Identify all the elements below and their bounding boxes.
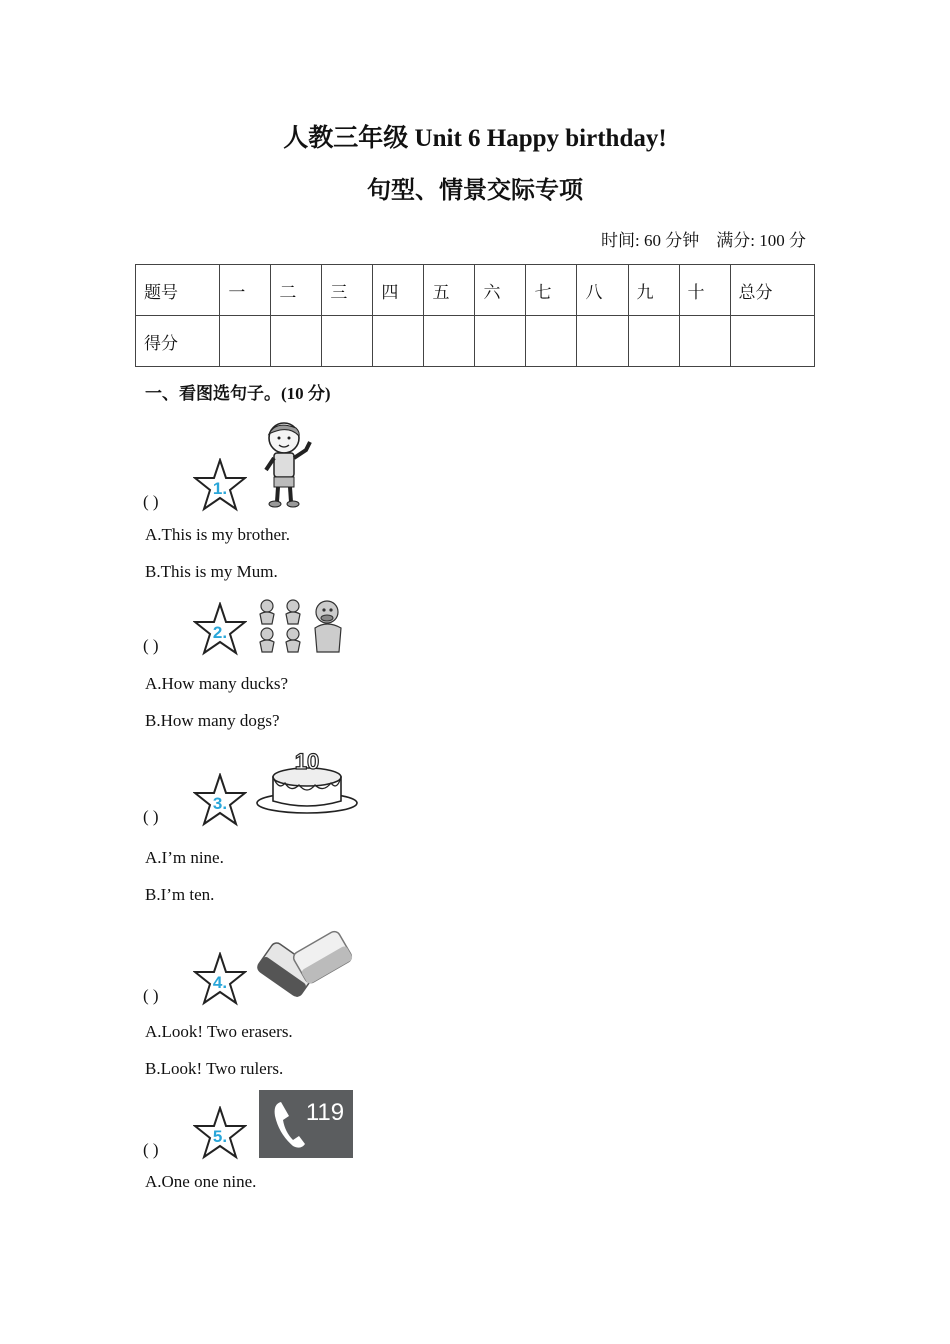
question-number: 3. [212,794,228,813]
option-a: A.I’m nine. [145,848,224,867]
question-number: 1. [212,479,228,498]
score-table [135,264,815,367]
time-value: 60 分钟 [644,231,700,250]
score-label: 满分: [716,231,755,250]
option-b: B.How many dogs? [145,711,280,730]
table-cell: 一 [220,265,271,316]
erasers-picture [255,922,355,1004]
score-entry-cell[interactable] [526,316,577,367]
score-entry-cell[interactable] [322,316,373,367]
table-cell: 七 [526,265,577,316]
table-cell: 二 [271,265,322,316]
phone-119-picture [259,1090,353,1158]
table-cell: 题号 [136,265,220,316]
score-value: 100 分 [759,231,806,250]
time-label: 时间: [601,231,640,250]
question-5 [143,1090,403,1165]
exam-meta [601,226,806,251]
table-cell: 十 [679,265,730,316]
ducks-picture [255,598,347,656]
star-number-icon [193,458,247,512]
answer-blank[interactable]: ( ) [143,807,159,826]
star-number-icon [193,602,247,656]
score-entry-cell[interactable] [220,316,271,367]
question-1 [143,420,403,515]
option-b: B.I’m ten. [145,885,215,904]
question-4 [143,922,403,1008]
table-cell: 四 [373,265,424,316]
birthday-cake-picture [255,747,359,819]
option-a: A.One one nine. [145,1172,257,1191]
table-cell: 三 [322,265,373,316]
question-3 [143,747,403,831]
table-cell: 八 [577,265,628,316]
score-entry-cell[interactable] [271,316,322,367]
answer-blank[interactable]: ( ) [143,636,159,655]
question-number: 2. [212,623,228,642]
question-2 [143,596,403,660]
table-cell: 九 [628,265,679,316]
option-b: B.This is my Mum. [145,562,278,581]
answer-blank[interactable]: ( ) [143,492,159,511]
score-entry-cell[interactable] [424,316,475,367]
option-a: A.This is my brother. [145,525,290,544]
score-entry-cell[interactable] [475,316,526,367]
option-a: A.Look! Two erasers. [145,1022,293,1041]
score-entry-cell[interactable] [628,316,679,367]
section-heading: 一、看图选句子。(10 分) [145,384,331,403]
score-table-header-row [136,265,815,316]
star-number-icon [193,773,247,827]
phone-number: 119 [305,1099,345,1126]
table-cell: 五 [424,265,475,316]
score-entry-cell[interactable] [679,316,730,367]
option-a: A.How many ducks? [145,674,289,693]
table-cell: 六 [475,265,526,316]
score-entry-cell[interactable] [373,316,424,367]
document-title: 人教三年级 Unit 6 Happy birthday! [283,125,667,152]
score-entry-cell[interactable] [730,316,814,367]
boy-picture [256,420,318,508]
question-number: 5. [212,1127,228,1146]
question-number: 4. [212,973,228,992]
document-subtitle: 句型、情景交际专项 [367,176,583,204]
star-number-icon [193,952,247,1006]
score-table-score-row [136,316,815,367]
answer-blank[interactable]: ( ) [143,1140,159,1159]
answer-blank[interactable]: ( ) [143,986,159,1005]
table-cell: 总分 [730,265,814,316]
score-entry-cell[interactable] [577,316,628,367]
star-number-icon [193,1106,247,1160]
table-cell: 得分 [136,316,220,367]
option-b: B.Look! Two rulers. [145,1059,284,1078]
cake-number: 10 [294,749,320,774]
